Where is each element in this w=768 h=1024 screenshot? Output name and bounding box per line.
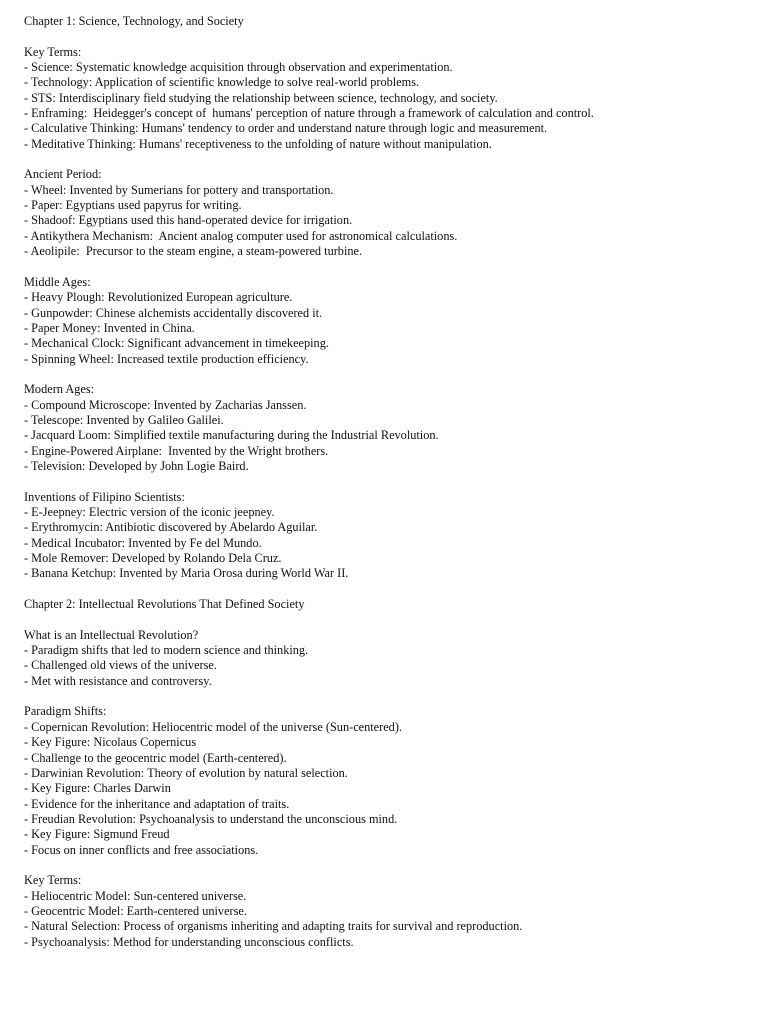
- list-item: - Antikythera Mechanism: Ancient analog computer used for astronomical calculations.: [24, 228, 458, 243]
- list-item: - Natural Selection: Process of organisms inheriting and adapting traits for survival and reproduction.: [24, 919, 523, 934]
- list-item: - STS: Interdisciplinary field studying the relationship between science, technology, and society.: [24, 90, 498, 105]
- list-item: - Key Figure: Sigmund Freud: [24, 827, 170, 842]
- document-body: [24, 14, 760, 950]
- block-spacer: [24, 29, 760, 44]
- section-heading: Key Terms:: [24, 873, 82, 888]
- list-item: - Banana Ketchup: Invented by Maria Orosa during World War II.: [24, 566, 349, 581]
- list-item: - Darwinian Revolution: Theory of evolution by natural selection.: [24, 765, 348, 780]
- list-item: - Challenged old views of the universe.: [24, 658, 217, 673]
- list-item: - Compound Microscope: Invented by Zacharias Janssen.: [24, 397, 307, 412]
- section-heading: Paradigm Shifts:: [24, 704, 107, 719]
- section-block: [24, 628, 760, 689]
- section-heading: Inventions of Filipino Scientists:: [24, 489, 185, 504]
- block-spacer: [24, 260, 760, 275]
- list-item: - Key Figure: Nicolaus Copernicus: [24, 735, 197, 750]
- block-spacer: [24, 582, 760, 597]
- list-item: - Focus on inner conflicts and free associations.: [24, 842, 259, 857]
- list-item: - Television: Developed by John Logie Baird.: [24, 458, 249, 473]
- list-item: - Erythromycin: Antibiotic discovered by Abelardo Aguilar.: [24, 520, 318, 535]
- list-item: - Met with resistance and controversy.: [24, 673, 212, 688]
- list-item: - Calculative Thinking: Humans' tendency to order and understand nature through logic and measurement.: [24, 121, 548, 136]
- block-spacer: [24, 152, 760, 167]
- list-item: - Paper Money: Invented in China.: [24, 320, 195, 335]
- list-item: - Science: Systematic knowledge acquisition through observation and experimentation.: [24, 60, 453, 75]
- section-heading: Chapter 2: Intellectual Revolutions That Defined Society: [24, 597, 305, 612]
- block-spacer: [24, 858, 760, 873]
- section-heading: Chapter 1: Science, Technology, and Society: [24, 14, 244, 28]
- section-heading: Key Terms:: [24, 44, 82, 59]
- list-item: - Technology: Application of scientific knowledge to solve real-world problems.: [24, 75, 420, 90]
- list-item: - Enframing: Heidegger's concept of humans' perception of nature through a framework of calculation and control.: [24, 106, 594, 121]
- section-block: [24, 167, 760, 259]
- list-item: - Shadoof: Egyptians used this hand-operated device for irrigation.: [24, 213, 353, 228]
- list-item: - Meditative Thinking: Humans' receptiveness to the unfolding of nature without manipulation.: [24, 136, 492, 151]
- section-block: [24, 14, 760, 29]
- list-item: - Jacquard Loom: Simplified textile manufacturing during the Industrial Revolution.: [24, 428, 439, 443]
- section-block: [24, 597, 760, 612]
- list-item: - Engine-Powered Airplane: Invented by the Wright brothers.: [24, 443, 329, 458]
- section-heading: Middle Ages:: [24, 274, 91, 289]
- section-block: [24, 704, 760, 857]
- list-item: - Telescope: Invented by Galileo Galilei.: [24, 412, 224, 427]
- list-item: - Freudian Revolution: Psychoanalysis to understand the unconscious mind.: [24, 811, 398, 826]
- section-block: [24, 45, 760, 152]
- section-heading: Modern Ages:: [24, 382, 95, 397]
- list-item: - Spinning Wheel: Increased textile production efficiency.: [24, 351, 309, 366]
- list-item: - Mole Remover: Developed by Rolando Dela Cruz.: [24, 551, 282, 566]
- list-item: - Challenge to the geocentric model (Earth-centered).: [24, 750, 287, 765]
- list-item: - Mechanical Clock: Significant advancement in timekeeping.: [24, 336, 329, 351]
- list-item: - Aeolipile: Precursor to the steam engine, a steam-powered turbine.: [24, 244, 363, 259]
- list-item: - Heliocentric Model: Sun-centered universe.: [24, 888, 247, 903]
- list-item: - Evidence for the inheritance and adaptation of traits.: [24, 796, 290, 811]
- block-spacer: [24, 689, 760, 704]
- block-spacer: [24, 612, 760, 627]
- list-item: - Wheel: Invented by Sumerians for pottery and transportation.: [24, 182, 334, 197]
- list-item: - E-Jeepney: Electric version of the iconic jeepney.: [24, 505, 275, 519]
- list-item: - Key Figure: Charles Darwin: [24, 781, 171, 796]
- list-item: - Psychoanalysis: Method for understanding unconscious conflicts.: [24, 934, 354, 949]
- section-block: [24, 382, 760, 474]
- list-item: - Paper: Egyptians used papyrus for writing.: [24, 198, 242, 213]
- block-spacer: [24, 474, 760, 489]
- list-item: - Gunpowder: Chinese alchemists accidentally discovered it.: [24, 305, 323, 320]
- section-block: [24, 873, 760, 950]
- list-item: - Copernican Revolution: Heliocentric model of the universe (Sun-centered).: [24, 719, 403, 734]
- section-heading: What is an Intellectual Revolution?: [24, 627, 199, 642]
- list-item: - Heavy Plough: Revolutionized European agriculture.: [24, 290, 293, 305]
- section-heading: Ancient Period:: [24, 167, 102, 182]
- block-spacer: [24, 367, 760, 382]
- section-block: [24, 490, 760, 582]
- section-block: [24, 275, 760, 367]
- list-item: - Medical Incubator: Invented by Fe del Mundo.: [24, 535, 262, 550]
- list-item: - Geocentric Model: Earth-centered universe.: [24, 903, 247, 918]
- list-item: - Paradigm shifts that led to modern science and thinking.: [24, 643, 309, 658]
